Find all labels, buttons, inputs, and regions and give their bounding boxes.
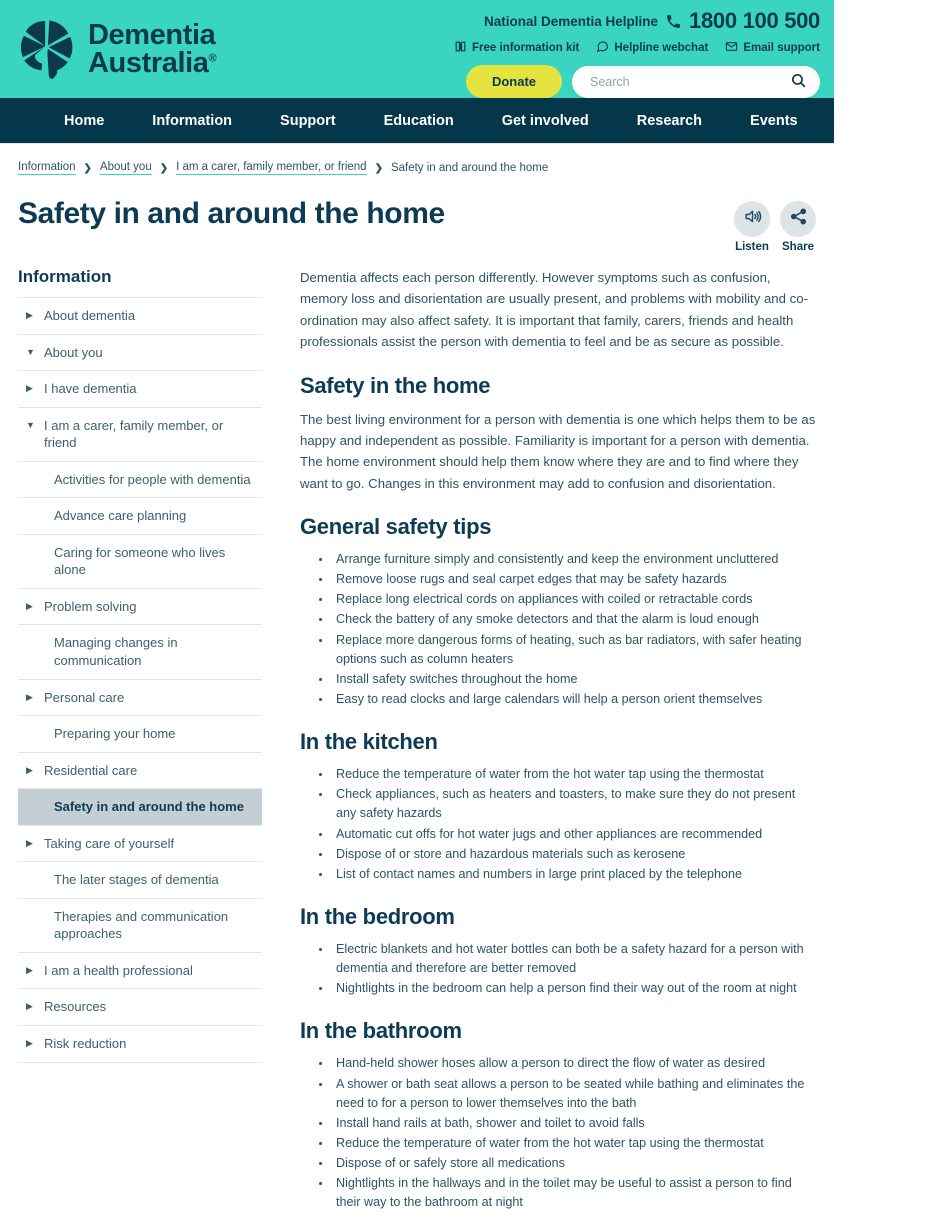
bullet-item: • Check the battery of any smoke detectors and that the alarm is loud enough <box>332 610 816 629</box>
bullet-item: • Nightlights in the bedroom can help a person find their way out of the room at night <box>332 979 816 998</box>
breadcrumb-item-information[interactable]: Information <box>18 161 76 173</box>
sidebar-item-activities-for-people-with-dementia[interactable] <box>18 462 262 498</box>
chevron-down-icon: ▼ <box>26 346 35 357</box>
page-title: Safety in and around the home <box>18 197 445 230</box>
section-paragraph: The best living environment for a person with dementia is one which helps them to be as happy and independent as possible. Familiarity is important for a person with dementia. The home environment should help them know where they are and to find where they want to go. Changes in this environment may add to confusion and disorientation. <box>300 411 816 491</box>
logo-line-2: Australia <box>88 47 209 79</box>
primary-navigation <box>0 98 909 144</box>
free-information-kit-link[interactable] <box>454 40 579 56</box>
sidebar-list-item <box>18 588 262 625</box>
bullet-item: • Dispose of or store and hazardous materials such as kerosene <box>332 845 816 864</box>
nav-item-home[interactable]: Home <box>64 112 105 129</box>
donate-button[interactable]: Donate <box>466 65 562 98</box>
sidebar-item-resources[interactable] <box>18 989 262 1025</box>
sidebar-list-item <box>18 407 262 461</box>
bullet-item: • Reduce the temperature of water from the hot water tap using the thermostat <box>332 765 816 784</box>
sidebar-item-label: I have dementia <box>44 381 137 397</box>
sidebar-item-label: Safety in and around the home <box>54 799 244 815</box>
section-bullet-list <box>300 940 816 998</box>
sidebar-item-label: About dementia <box>44 308 136 323</box>
sidebar-list-item <box>18 715 262 752</box>
header-right-cluster <box>260 8 820 98</box>
header-quicklinks <box>454 40 820 56</box>
section-heading: In the bedroom <box>300 903 455 929</box>
bullet-item: • Replace long electrical cords on appliances with coiled or retractable cords <box>332 590 816 609</box>
helpline-phone-number[interactable]: 1800 100 500 <box>689 8 820 33</box>
dementia-australia-brain-logo-icon <box>18 18 76 80</box>
sidebar-list-item <box>18 534 262 588</box>
free-information-kit-label: Free information kit <box>472 42 580 54</box>
logo-line-1: Dementia <box>88 18 216 51</box>
chevron-right-icon: ▶ <box>26 600 33 611</box>
chevron-right-icon: ▶ <box>26 691 33 702</box>
nav-item-support[interactable]: Support <box>280 112 336 129</box>
sidebar-item-caring-for-someone-who-lives-alone[interactable] <box>18 535 262 588</box>
sidebar-list-item <box>18 461 262 498</box>
sidebar-item-i-am-a-carer-family-member-or-friend[interactable] <box>18 408 262 461</box>
sidebar-item-label: Therapies and communication approaches <box>54 908 229 942</box>
search-box[interactable] <box>572 66 820 98</box>
section-bullet-list <box>300 765 816 884</box>
page-title-row <box>0 175 834 253</box>
article-intro: Dementia affects each person differently. However symptoms such as confusion, memory loss and disorientation are usually present, and problems with mobility and co-ordination may also affect safety. It is important that family, carers, friends and health professionals assist the person with dementia to feel and be as secure as possible. <box>300 270 808 350</box>
share-icon <box>789 207 808 231</box>
bullet-item: • Reduce the temperature of water from the hot water tap using the thermostat <box>332 1134 816 1153</box>
listen-button[interactable] <box>734 201 770 253</box>
sidebar-list-item <box>18 898 262 952</box>
article-body <box>262 267 816 1219</box>
section-heading: In the kitchen <box>300 729 438 755</box>
sidebar <box>18 267 262 1219</box>
nav-item-about-us[interactable]: About us <box>845 112 909 129</box>
page-content <box>0 267 834 1219</box>
site-logo[interactable] <box>18 18 216 80</box>
sidebar-title: Information <box>18 267 112 286</box>
nav-item-information[interactable]: Information <box>152 112 233 129</box>
sidebar-item-about-you[interactable] <box>18 335 262 371</box>
registered-mark: ® <box>208 52 217 65</box>
share-button-circle <box>780 201 816 237</box>
sidebar-item-label: About you <box>44 344 103 360</box>
breadcrumb-separator: ❯ <box>83 162 92 174</box>
listen-label: Listen <box>735 241 769 253</box>
bullet-item: • Electric blankets and hot water bottles can both be a safety hazard for a person with dementia and therefore are better removed <box>332 940 816 978</box>
search-submit-button[interactable] <box>790 72 807 92</box>
bullet-item: • List of contact names and numbers in large print placed by the telephone <box>332 865 816 884</box>
sidebar-list-item <box>18 370 262 407</box>
sidebar-nav-list <box>18 297 262 1063</box>
chevron-right-icon: ▶ <box>26 764 33 775</box>
breadcrumb <box>0 144 834 175</box>
sidebar-item-personal-care[interactable] <box>18 680 262 716</box>
phone-icon <box>665 13 682 30</box>
sidebar-item-label: I am a health professional <box>44 962 193 978</box>
bullet-item: • Automatic cut offs for hot water jugs and other appliances are recommended <box>332 825 816 844</box>
share-button[interactable] <box>780 201 816 253</box>
logo-wordmark <box>88 18 217 79</box>
sidebar-item-label: Taking care of yourself <box>44 835 175 851</box>
chevron-right-icon: ▶ <box>26 837 33 848</box>
bullet-item: • Dispose of or safely store all medications <box>332 1154 816 1173</box>
bullet-item: • Install hand rails at bath, shower and toilet to avoid falls <box>332 1114 816 1133</box>
sidebar-item-label: Advance care planning <box>54 508 187 524</box>
nav-item-get-involved[interactable]: Get involved <box>501 112 589 129</box>
book-icon <box>454 40 467 56</box>
sidebar-item-risk-reduction[interactable] <box>18 1026 262 1062</box>
bullet-item: • Easy to read clocks and large calendars will help a person orient themselves <box>332 690 816 709</box>
sidebar-item-label: Problem solving <box>44 598 137 614</box>
section-bullet-list <box>300 550 816 709</box>
section-bullet-list <box>300 1054 816 1212</box>
sidebar-item-safety-in-and-around-the-home[interactable] <box>18 789 262 825</box>
sidebar-list-item <box>18 952 262 989</box>
sidebar-item-label: The later stages of dementia <box>54 872 219 888</box>
breadcrumb-item-about-you[interactable]: About you <box>99 161 152 173</box>
helpline-webchat-label: Helpline webchat <box>614 42 709 54</box>
bullet-item: • Nightlights in the hallways and in the toilet may be useful to assist a person to find their way to the bathroom at night <box>332 1174 816 1212</box>
sidebar-list-item <box>18 497 262 534</box>
sidebar-list-item <box>18 861 262 898</box>
sidebar-item-label: Activities for people with dementia <box>54 471 251 487</box>
sidebar-item-i-have-dementia[interactable] <box>18 371 262 407</box>
sidebar-list-item <box>18 752 262 789</box>
page-tools <box>734 197 816 253</box>
share-label: Share <box>782 241 814 253</box>
sidebar-item-label: Preparing your home <box>54 726 176 742</box>
header-actions <box>466 65 820 98</box>
speaker-icon <box>743 207 762 231</box>
sidebar-item-problem-solving[interactable] <box>18 589 262 625</box>
sidebar-item-advance-care-planning[interactable] <box>18 498 262 534</box>
sidebar-item-taking-care-of-yourself[interactable] <box>18 826 262 862</box>
chevron-right-icon: ▶ <box>26 383 33 394</box>
chevron-down-icon: ▼ <box>26 419 35 430</box>
sidebar-item-label: I am a carer, family member, or friend <box>44 417 224 451</box>
bullet-item: • Replace more dangerous forms of heating, such as bar radiators, with safer heating options such as column heaters <box>332 631 816 669</box>
chevron-right-icon: ▶ <box>26 310 33 320</box>
chevron-right-icon: ▶ <box>26 1001 33 1012</box>
bullet-item: • Hand-held shower hoses allow a person to direct the flow of water as desired <box>332 1054 816 1073</box>
envelope-icon <box>725 40 738 56</box>
sidebar-list-item <box>18 679 262 716</box>
sidebar-item-therapies-and-communication-approaches[interactable] <box>18 899 262 952</box>
sidebar-item-label: Personal care <box>44 689 125 705</box>
sidebar-item-label: Caring for someone who lives alone <box>54 544 226 578</box>
breadcrumb-separator: ❯ <box>374 162 383 174</box>
helpline-row <box>484 8 820 34</box>
bullet-item: • Install safety switches throughout the home <box>332 670 816 689</box>
sidebar-item-i-am-a-health-professional[interactable] <box>18 953 262 989</box>
sidebar-list-item <box>18 988 262 1025</box>
chat-bubble-icon <box>596 40 609 56</box>
section-heading: General safety tips <box>300 514 492 539</box>
sidebar-item-the-later-stages-of-dementia[interactable] <box>18 862 262 898</box>
article-sections <box>300 373 816 1213</box>
chevron-right-icon: ▶ <box>26 964 33 975</box>
sidebar-item-about-dementia[interactable] <box>18 298 262 334</box>
sidebar-item-managing-changes-in-communication[interactable] <box>18 625 262 678</box>
helpline-webchat-link[interactable] <box>596 40 708 56</box>
sidebar-list-item <box>18 788 262 825</box>
breadcrumb-item-carer[interactable]: I am a carer, family member, or friend <box>176 161 367 173</box>
sidebar-list-item <box>18 297 262 334</box>
helpline-label: National Dementia Helpline <box>483 13 659 29</box>
nav-item-events[interactable]: Events <box>750 112 798 129</box>
chevron-right-icon: ▶ <box>26 1038 33 1049</box>
sidebar-item-label: Risk reduction <box>44 1036 127 1052</box>
breadcrumb-separator: ❯ <box>159 162 169 174</box>
site-header <box>0 0 834 98</box>
sidebar-item-preparing-your-home[interactable] <box>18 716 262 752</box>
sidebar-item-residential-care[interactable] <box>18 753 262 789</box>
bullet-item: • A shower or bath seat allows a person to be seated while bathing and eliminates the need to for a person to lower themselves into the bath <box>332 1075 816 1113</box>
nav-item-education[interactable]: Education <box>383 112 454 129</box>
sidebar-item-label: Resources <box>44 999 107 1015</box>
email-support-link[interactable] <box>725 40 820 56</box>
search-icon <box>790 72 807 92</box>
primary-nav-list <box>40 113 932 129</box>
sidebar-item-label: Residential care <box>44 762 138 778</box>
bullet-item: • Arrange furniture simply and consistently and keep the environment uncluttered <box>332 550 816 569</box>
bullet-item: • Remove loose rugs and seal carpet edges that may be safety hazards <box>332 570 816 589</box>
section-heading: In the bathroom <box>300 1018 462 1044</box>
section-heading: Safety in the home <box>300 372 491 398</box>
sidebar-list-item <box>18 624 262 678</box>
email-support-label: Email support <box>743 42 820 54</box>
sidebar-list-item <box>18 1025 262 1063</box>
nav-item-research[interactable]: Research <box>636 112 703 129</box>
listen-button-circle <box>734 201 770 237</box>
sidebar-item-label: Managing changes in communication <box>54 635 178 669</box>
sidebar-list-item <box>18 334 262 371</box>
search-input[interactable] <box>588 74 790 90</box>
sidebar-list-item <box>18 825 262 862</box>
breadcrumb-item-current: Safety in and around the home <box>390 162 549 174</box>
bullet-item: • Check appliances, such as heaters and toasters, to make sure they do not present any safety hazards <box>332 785 816 823</box>
